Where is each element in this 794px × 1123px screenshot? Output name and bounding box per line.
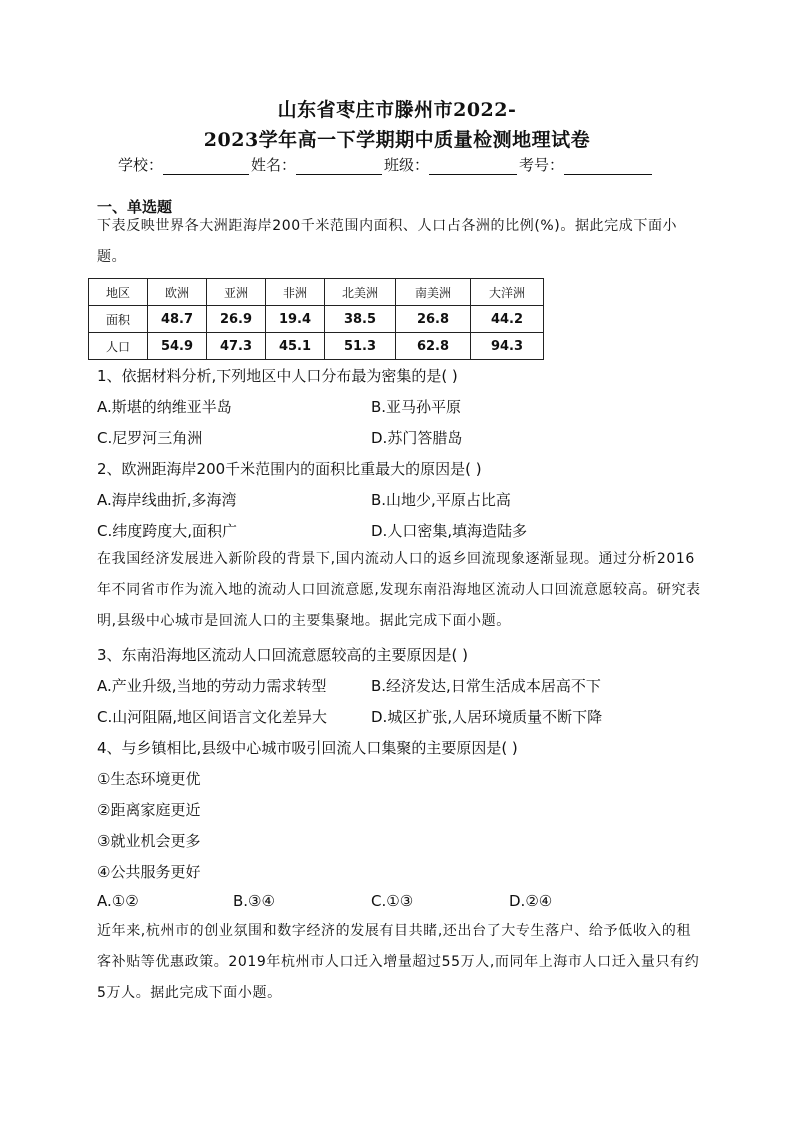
table-cell: 62.8 bbox=[396, 333, 471, 360]
q1-option-c[interactable]: C.尼罗河三角洲 bbox=[97, 429, 203, 447]
material-1: 下表反映世界各大洲距海岸200千米范围内面积、人口占各洲的比例(%)。据此完成下面小题。 bbox=[97, 218, 678, 265]
table-cell: 45.1 bbox=[266, 333, 325, 360]
data-table bbox=[88, 278, 544, 360]
material-2: 在我国经济发展进入新阶段的背景下,国内流动人口的返乡回流现象逐渐显现。通过分析2016年不同省市作为流入地的流动人口回流意愿,发现东南沿海地区流动人口回流意愿较高。研究表明,县级中心城市是回流人口的主要集聚地。据此完成下面小题。 bbox=[97, 551, 701, 629]
question-3-stem: 3、东南沿海地区流动人口回流意愿较高的主要原因是( ) bbox=[97, 646, 469, 664]
q2-option-c[interactable]: C.纬度跨度大,面积广 bbox=[97, 522, 238, 540]
table-cell: 38.5 bbox=[325, 306, 396, 333]
table-cell: 26.9 bbox=[207, 306, 266, 333]
table-cell: 94.3 bbox=[471, 333, 544, 360]
table-header-cell: 北美洲 bbox=[325, 279, 396, 306]
table-header-cell: 欧洲 bbox=[148, 279, 207, 306]
q4-item-2: ②距离家庭更近 bbox=[97, 801, 201, 819]
q2-option-b[interactable]: B.山地少,平原占比高 bbox=[371, 491, 511, 509]
q1-option-a[interactable]: A.斯堪的纳维亚半岛 bbox=[97, 398, 232, 416]
exam-title-line2: 2023学年高一下学期期中质量检测地理试卷 bbox=[203, 129, 591, 151]
table-header-row bbox=[89, 279, 544, 306]
q3-option-d[interactable]: D.城区扩张,人居环境质量不断下降 bbox=[371, 708, 603, 726]
exam-number-label: 考号： bbox=[519, 156, 565, 174]
class-label: 班级： bbox=[384, 156, 430, 174]
exam-title-line1: 山东省枣庄市滕州市2022- bbox=[277, 99, 517, 121]
table-row bbox=[89, 333, 544, 360]
table-cell: 54.9 bbox=[148, 333, 207, 360]
q3-option-c[interactable]: C.山河阻隔,地区间语言文化差异大 bbox=[97, 708, 328, 726]
q4-item-1: ①生态环境更优 bbox=[97, 770, 201, 788]
table-cell: 47.3 bbox=[207, 333, 266, 360]
school-label: 学校： bbox=[118, 156, 164, 174]
table-cell: 面积 bbox=[89, 306, 148, 333]
question-1-stem: 1、依据材料分析,下列地区中人口分布最为密集的是( ) bbox=[97, 367, 458, 385]
table-header-cell: 非洲 bbox=[266, 279, 325, 306]
material-3: 近年来,杭州市的创业氛围和数字经济的发展有目共睹,还出台了大专生落户、给予低收入的租客补贴等优惠政策。2019年杭州市人口迁入增量超过55万人,而同年上海市人口迁入量只有约5万人。据此完成下面小题。 bbox=[97, 923, 700, 1001]
table-header-cell: 亚洲 bbox=[207, 279, 266, 306]
table-header-cell: 大洋洲 bbox=[471, 279, 544, 306]
table-cell: 人口 bbox=[89, 333, 148, 360]
q3-option-b[interactable]: B.经济发达,日常生活成本居高不下 bbox=[371, 677, 601, 695]
q4-option-b[interactable]: B.③④ bbox=[233, 892, 275, 910]
table-cell: 26.8 bbox=[396, 306, 471, 333]
q2-option-a[interactable]: A.海岸线曲折,多海湾 bbox=[97, 491, 237, 509]
table-header-cell: 南美洲 bbox=[396, 279, 471, 306]
question-2-stem: 2、欧洲距海岸200千米范围内的面积比重最大的原因是( ) bbox=[97, 460, 482, 478]
table-row bbox=[89, 306, 544, 333]
q1-option-b[interactable]: B.亚马孙平原 bbox=[371, 398, 462, 416]
q4-option-c[interactable]: C.①③ bbox=[371, 892, 414, 910]
exam-number-blank[interactable] bbox=[564, 158, 652, 175]
q4-option-d[interactable]: D.②④ bbox=[509, 892, 553, 910]
school-blank[interactable] bbox=[163, 158, 249, 175]
q4-option-a[interactable]: A.①② bbox=[97, 892, 139, 910]
table-cell: 19.4 bbox=[266, 306, 325, 333]
table-cell: 44.2 bbox=[471, 306, 544, 333]
table-cell: 51.3 bbox=[325, 333, 396, 360]
student-info-row bbox=[118, 154, 654, 175]
q1-option-d[interactable]: D.苏门答腊岛 bbox=[371, 429, 463, 447]
table-header-cell: 地区 bbox=[89, 279, 148, 306]
q4-item-3: ③就业机会更多 bbox=[97, 832, 201, 850]
table-cell: 48.7 bbox=[148, 306, 207, 333]
q2-option-d[interactable]: D.人口密集,填海造陆多 bbox=[371, 522, 528, 540]
section-heading: 一、单选题 bbox=[97, 198, 173, 216]
q4-item-4: ④公共服务更好 bbox=[97, 863, 201, 881]
question-4-stem: 4、与乡镇相比,县级中心城市吸引回流人口集聚的主要原因是( ) bbox=[97, 739, 518, 757]
q3-option-a[interactable]: A.产业升级,当地的劳动力需求转型 bbox=[97, 677, 327, 695]
name-label: 姓名： bbox=[251, 156, 297, 174]
class-blank[interactable] bbox=[429, 158, 517, 175]
name-blank[interactable] bbox=[296, 158, 382, 175]
